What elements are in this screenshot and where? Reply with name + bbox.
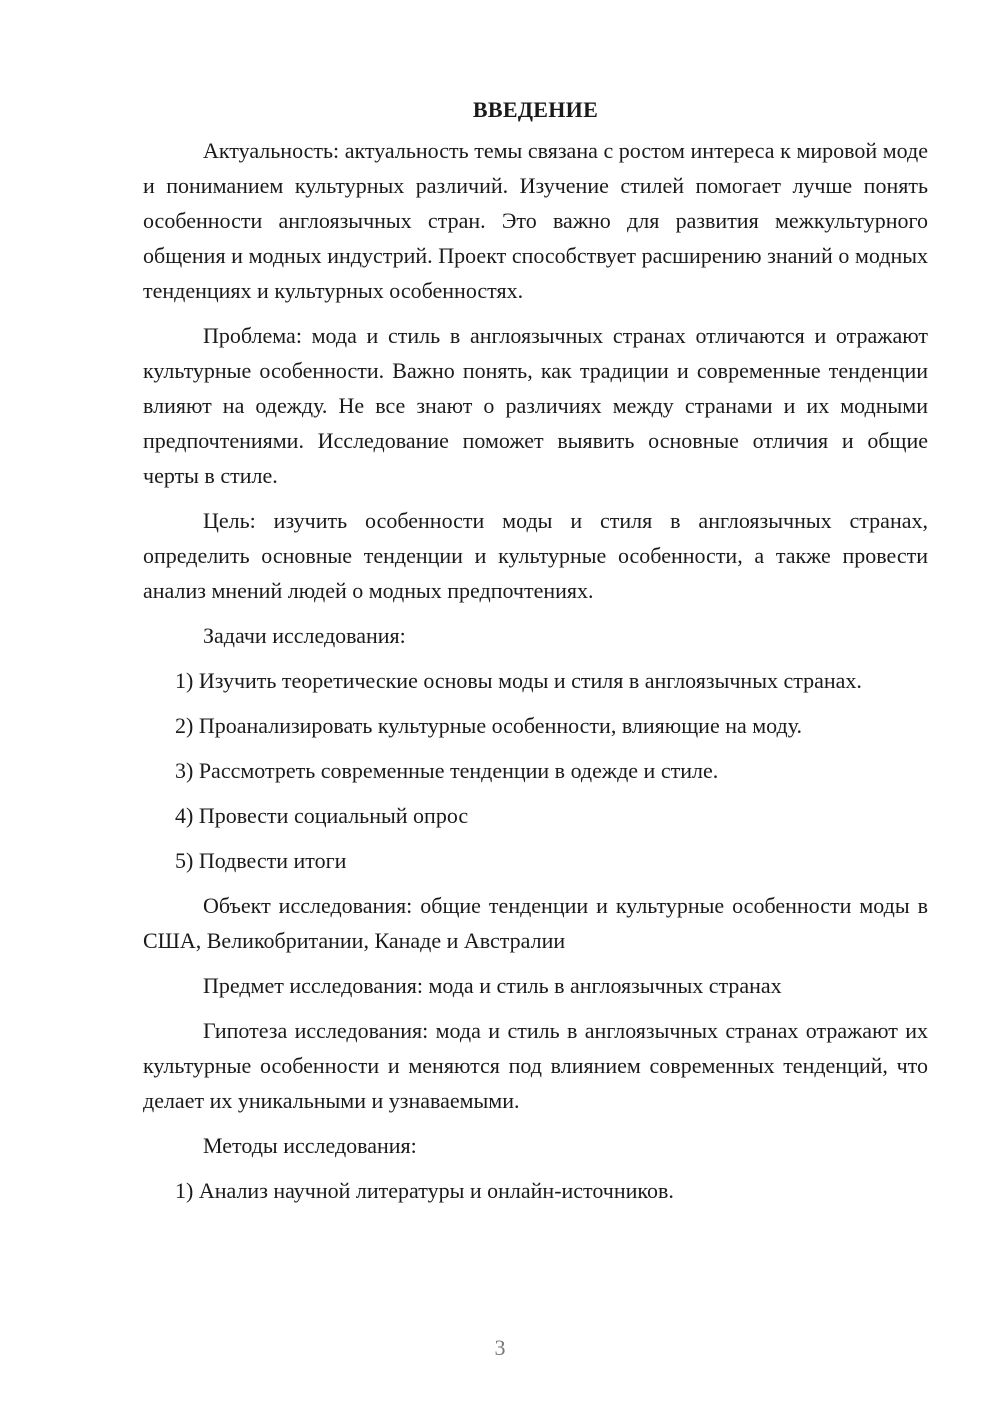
method-item-1: 1) Анализ научной литературы и онлайн-источников. bbox=[175, 1178, 674, 1203]
subject-paragraph: Предмет исследования: мода и стиль в англоязычных странах bbox=[203, 973, 782, 998]
page-number: 3 bbox=[494, 1335, 506, 1360]
section-title: ВВЕДЕНИЕ bbox=[472, 97, 599, 122]
problem-paragraph: Проблема: мода и стиль в англоязычных странах отличаются и отражают культурные особенности. Важно понять, как традиции и современные тенденции влияют на одежду. Не все знают о различиях между странами и их модными предпочтениями. Исследование поможет выявить основные отличия и общие черты в стиле. bbox=[143, 323, 928, 488]
task-item-4: 4) Провести социальный опрос bbox=[175, 803, 469, 828]
relevance-paragraph: Актуальность: актуальность темы связана с ростом интереса к мировой моде и пониманием культурных различий. Изучение стилей помогает лучше понять особенности англоязычных стран. Это важно для развития межкультурного общения и модных индустрий. Проект способствует расширению знаний о модных тенденциях и культурных особенностях. bbox=[143, 138, 928, 303]
methods-heading: Методы исследования: bbox=[203, 1133, 417, 1158]
object-paragraph: Объект исследования: общие тенденции и культурные особенности моды в США, Великобритании, Канаде и Австралии bbox=[143, 893, 928, 953]
tasks-heading: Задачи исследования: bbox=[203, 623, 406, 648]
task-item-5: 5) Подвести итоги bbox=[175, 848, 347, 873]
hypothesis-paragraph: Гипотеза исследования: мода и стиль в англоязычных странах отражают их культурные особенности и меняются под влиянием современных тенденций, что делает их уникальными и узнаваемыми. bbox=[143, 1018, 928, 1113]
task-item-3: 3) Рассмотреть современные тенденции в одежде и стиле. bbox=[175, 758, 719, 783]
task-item-1: 1) Изучить теоретические основы моды и стиля в англоязычных странах. bbox=[175, 668, 862, 693]
task-item-2: 2) Проанализировать культурные особенности, влияющие на моду. bbox=[175, 713, 803, 738]
document-page bbox=[143, 95, 928, 1218]
goal-paragraph: Цель: изучить особенности моды и стиля в англоязычных странах, определить основные тенденции и культурные особенности, а также провести анализ мнений людей о модных предпочтениях. bbox=[143, 508, 928, 603]
